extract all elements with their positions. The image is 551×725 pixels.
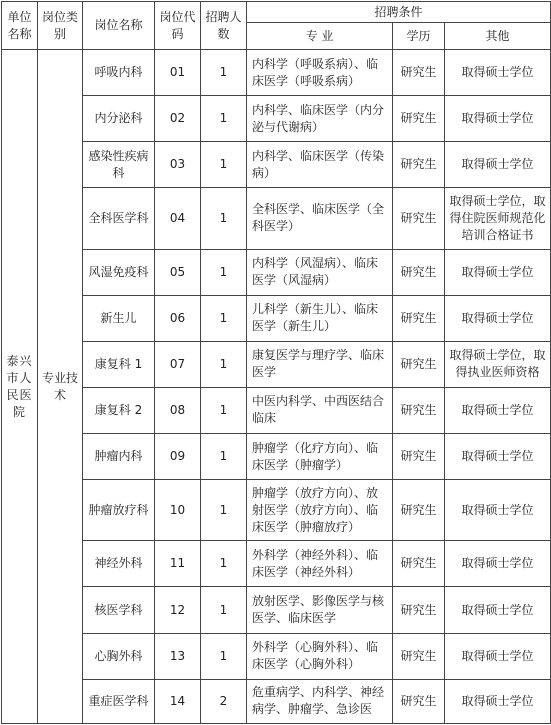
code-cell: 11 <box>155 541 201 587</box>
count-cell: 2 <box>201 679 247 723</box>
position-name-cell: 风湿免疫科 <box>83 249 155 295</box>
count-cell: 1 <box>201 249 247 295</box>
table-row <box>2 50 551 96</box>
position-name-cell: 康复科 1 <box>83 341 155 387</box>
major-cell: 康复医学与理疗学、临床医学 <box>247 341 393 387</box>
code-cell: 06 <box>155 295 201 341</box>
header-other: 其他 <box>445 23 551 50</box>
major-cell: 内科学、临床医学（内分泌与代谢病） <box>247 96 393 142</box>
table-row <box>2 434 551 480</box>
code-cell: 03 <box>155 142 201 188</box>
other-cell: 取得硕士学位 <box>445 587 551 633</box>
table-row <box>2 633 551 679</box>
count-cell: 1 <box>201 587 247 633</box>
position-name-cell: 康复科 2 <box>83 387 155 433</box>
count-cell: 1 <box>201 341 247 387</box>
count-cell: 1 <box>201 142 247 188</box>
major-cell: 肿瘤学（放疗方向）、放射医学（放疗方向）、临床医学（肿瘤放疗） <box>247 480 393 541</box>
education-cell: 研究生 <box>393 587 445 633</box>
header-category: 岗位类别 <box>38 2 83 50</box>
position-name-cell: 肿瘤放疗科 <box>83 480 155 541</box>
education-cell: 研究生 <box>393 541 445 587</box>
education-cell: 研究生 <box>393 295 445 341</box>
position-name-cell: 新生儿 <box>83 295 155 341</box>
code-cell: 07 <box>155 341 201 387</box>
header-position-name: 岗位名称 <box>83 2 155 50</box>
other-cell: 取得硕士学位 <box>445 387 551 433</box>
other-cell: 取得硕士学位 <box>445 50 551 96</box>
count-cell: 1 <box>201 295 247 341</box>
other-cell: 取得硕士学位 <box>445 96 551 142</box>
other-cell: 取得硕士学位 <box>445 142 551 188</box>
major-cell: 外科学（神经外科）、临床医学（神经外科） <box>247 541 393 587</box>
other-cell: 取得硕士学位 <box>445 541 551 587</box>
education-cell: 研究生 <box>393 50 445 96</box>
code-cell: 14 <box>155 679 201 723</box>
code-cell: 05 <box>155 249 201 295</box>
table-row <box>2 96 551 142</box>
major-cell: 内科学（呼吸系病）、临床医学（呼吸系病） <box>247 50 393 96</box>
other-cell: 取得硕士学位，取得执业医师资格 <box>445 341 551 387</box>
recruitment-table <box>1 1 551 724</box>
code-cell: 10 <box>155 480 201 541</box>
education-cell: 研究生 <box>393 679 445 723</box>
education-cell: 研究生 <box>393 249 445 295</box>
table-row <box>2 341 551 387</box>
count-cell: 1 <box>201 434 247 480</box>
major-cell: 中医内科学、中西医结合临床 <box>247 387 393 433</box>
category-cell: 专业技术 <box>38 50 83 724</box>
major-cell: 放射医学、影像医学与核医学、临床医学 <box>247 587 393 633</box>
other-cell: 取得硕士学位，取得住院医师规范化培训合格证书 <box>445 188 551 249</box>
position-name-cell: 核医学科 <box>83 587 155 633</box>
education-cell: 研究生 <box>393 142 445 188</box>
code-cell: 09 <box>155 434 201 480</box>
count-cell: 1 <box>201 188 247 249</box>
code-cell: 02 <box>155 96 201 142</box>
code-cell: 13 <box>155 633 201 679</box>
position-name-cell: 呼吸内科 <box>83 50 155 96</box>
header-unit: 单位名称 <box>2 2 38 50</box>
education-cell: 研究生 <box>393 341 445 387</box>
table-row <box>2 387 551 433</box>
table-row <box>2 679 551 723</box>
header-count: 招聘人数 <box>201 2 247 50</box>
other-cell: 取得硕士学位 <box>445 434 551 480</box>
position-name-cell: 内分泌科 <box>83 96 155 142</box>
position-name-cell: 心胸外科 <box>83 633 155 679</box>
code-cell: 08 <box>155 387 201 433</box>
header-major: 专 业 <box>247 23 393 50</box>
code-cell: 01 <box>155 50 201 96</box>
major-cell: 外科学（心胸外科）、临床医学（心胸外科） <box>247 633 393 679</box>
count-cell: 1 <box>201 387 247 433</box>
header-conditions: 招聘条件 <box>247 2 551 23</box>
other-cell: 取得硕士学位 <box>445 480 551 541</box>
other-cell: 取得硕士学位 <box>445 633 551 679</box>
major-cell: 内科学、临床医学（传染病） <box>247 142 393 188</box>
count-cell: 1 <box>201 50 247 96</box>
position-name-cell: 感染性疾病科 <box>83 142 155 188</box>
major-cell: 儿科学（新生儿）、临床医学（新生儿） <box>247 295 393 341</box>
header-education: 学历 <box>393 23 445 50</box>
code-cell: 04 <box>155 188 201 249</box>
table-row <box>2 188 551 249</box>
major-cell: 肿瘤学（化疗方向）、临床医学（肿瘤学） <box>247 434 393 480</box>
count-cell: 1 <box>201 96 247 142</box>
table-row <box>2 142 551 188</box>
unit-name-cell: 泰兴市人民医院 <box>2 50 38 724</box>
major-cell: 全科医学、临床医学（全科医学） <box>247 188 393 249</box>
count-cell: 1 <box>201 480 247 541</box>
other-cell: 取得硕士学位 <box>445 295 551 341</box>
table-row <box>2 480 551 541</box>
table-row <box>2 249 551 295</box>
major-cell: 内科学（风湿病）、临床医学（风湿病） <box>247 249 393 295</box>
count-cell: 1 <box>201 541 247 587</box>
major-cell: 危重病学、内科学、神经病学、肿瘤学、急诊医 <box>247 679 393 723</box>
other-cell: 取得硕士学位 <box>445 679 551 723</box>
table-row <box>2 587 551 633</box>
header-code: 岗位代码 <box>155 2 201 50</box>
education-cell: 研究生 <box>393 387 445 433</box>
table-row <box>2 295 551 341</box>
education-cell: 研究生 <box>393 480 445 541</box>
other-cell: 取得硕士学位 <box>445 249 551 295</box>
education-cell: 研究生 <box>393 96 445 142</box>
education-cell: 研究生 <box>393 434 445 480</box>
position-name-cell: 肿瘤内科 <box>83 434 155 480</box>
education-cell: 研究生 <box>393 188 445 249</box>
code-cell: 12 <box>155 587 201 633</box>
position-name-cell: 重症医学科 <box>83 679 155 723</box>
position-name-cell: 全科医学科 <box>83 188 155 249</box>
position-name-cell: 神经外科 <box>83 541 155 587</box>
count-cell: 1 <box>201 633 247 679</box>
education-cell: 研究生 <box>393 633 445 679</box>
table-row <box>2 541 551 587</box>
